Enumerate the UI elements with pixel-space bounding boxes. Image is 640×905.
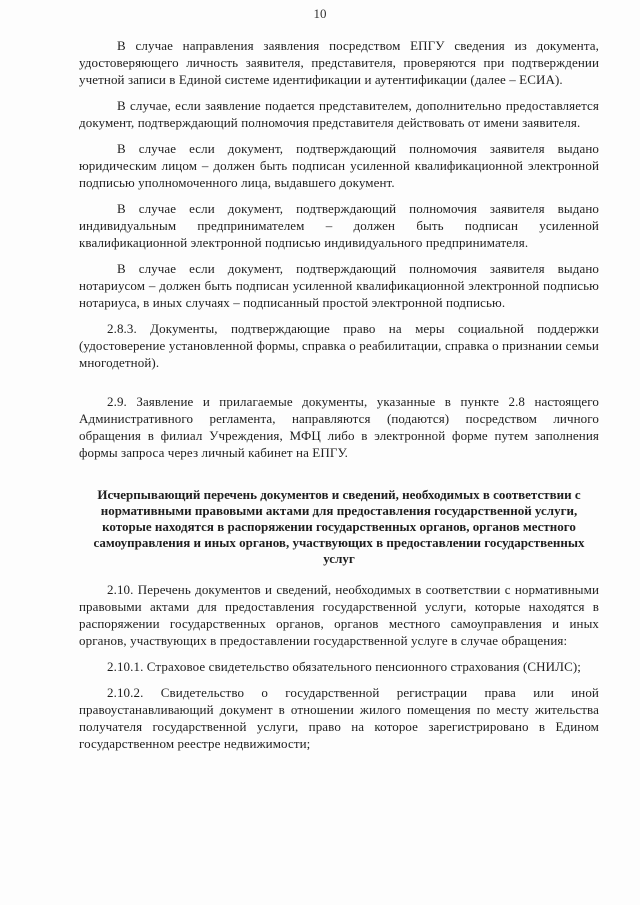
paragraph-representative: В случае, если заявление подается представителем, дополнительно предоставляется документ, подтверждающий полномочия представителя действовать от имени заявителя. bbox=[79, 98, 599, 130]
page-content bbox=[79, 37, 599, 761]
paragraph-2-10-2: 2.10.2. Свидетельство о государственной регистрации права или иной правоустанавливающий документ в отношении жилого помещения по месту жительства получателя государственной услуги, право на которое зарегистрировано в Едином государственном реестре недвижимости; bbox=[79, 685, 599, 751]
paragraph-entrepreneur: В случае если документ, подтверждающий полномочия заявителя выдано индивидуальным предпринимателем – должен быть подписан усиленной квалификационной электронной подписью индивидуального предпринимателя. bbox=[79, 201, 599, 250]
page-number: 10 bbox=[313, 6, 327, 21]
paragraph-2-10: 2.10. Перечень документов и сведений, необходимых в соответствии с нормативными правовыми актами для предоставления государственной услуги, которые находятся в распоряжении государственных органов, органов местного самоуправления и иных органов, участвующих в предоставлении государственной услуге в случае обращения: bbox=[79, 582, 599, 648]
paragraph-legal-entity: В случае если документ, подтверждающий полномочия заявителя выдано юридическим лицом – должен быть подписан усиленной квалификационной электронной подписью уполномоченного лица, выдавшего документ. bbox=[79, 141, 599, 190]
section-heading: Исчерпывающий перечень документов и сведений, необходимых в соответствии с нормативными правовыми актами для предоставления государственной услуги, которые находятся в распоряжении государственных органов, органов местного самоуправления и иных органов, участвующих в предоставлении государственных услуг bbox=[93, 487, 585, 566]
paragraph-esia: В случае направления заявления посредством ЕПГУ сведения из документа, удостоверяющего личность заявителя, представителя, проверяются при подтверждении учетной записи в Единой системе идентификации и аутентификации (далее – ЕСИА). bbox=[79, 38, 599, 87]
paragraph-2-8-3: 2.8.3. Документы, подтверждающие право на меры социальной поддержки (удостоверение установленной формы, справка о реабилитации, справка о признании семьи многодетной). bbox=[79, 321, 599, 370]
paragraph-notary: В случае если документ, подтверждающий полномочия заявителя выдано нотариусом – должен быть подписан усиленной квалификационной электронной подписью нотариуса, в иных случаях – подписанный простой электронной подписью. bbox=[79, 261, 599, 310]
paragraph-2-10-1: 2.10.1. Страховое свидетельство обязательного пенсионного страхования (СНИЛС); bbox=[107, 659, 581, 674]
paragraph-2-9: 2.9. Заявление и прилагаемые документы, указанные в пункте 2.8 настоящего Административного регламента, направляются (подаются) посредством личного обращения в филиал Учреждения, МФЦ либо в электронной форме путем заполнения формы запроса через личный кабинет на ЕПГУ. bbox=[79, 394, 599, 460]
